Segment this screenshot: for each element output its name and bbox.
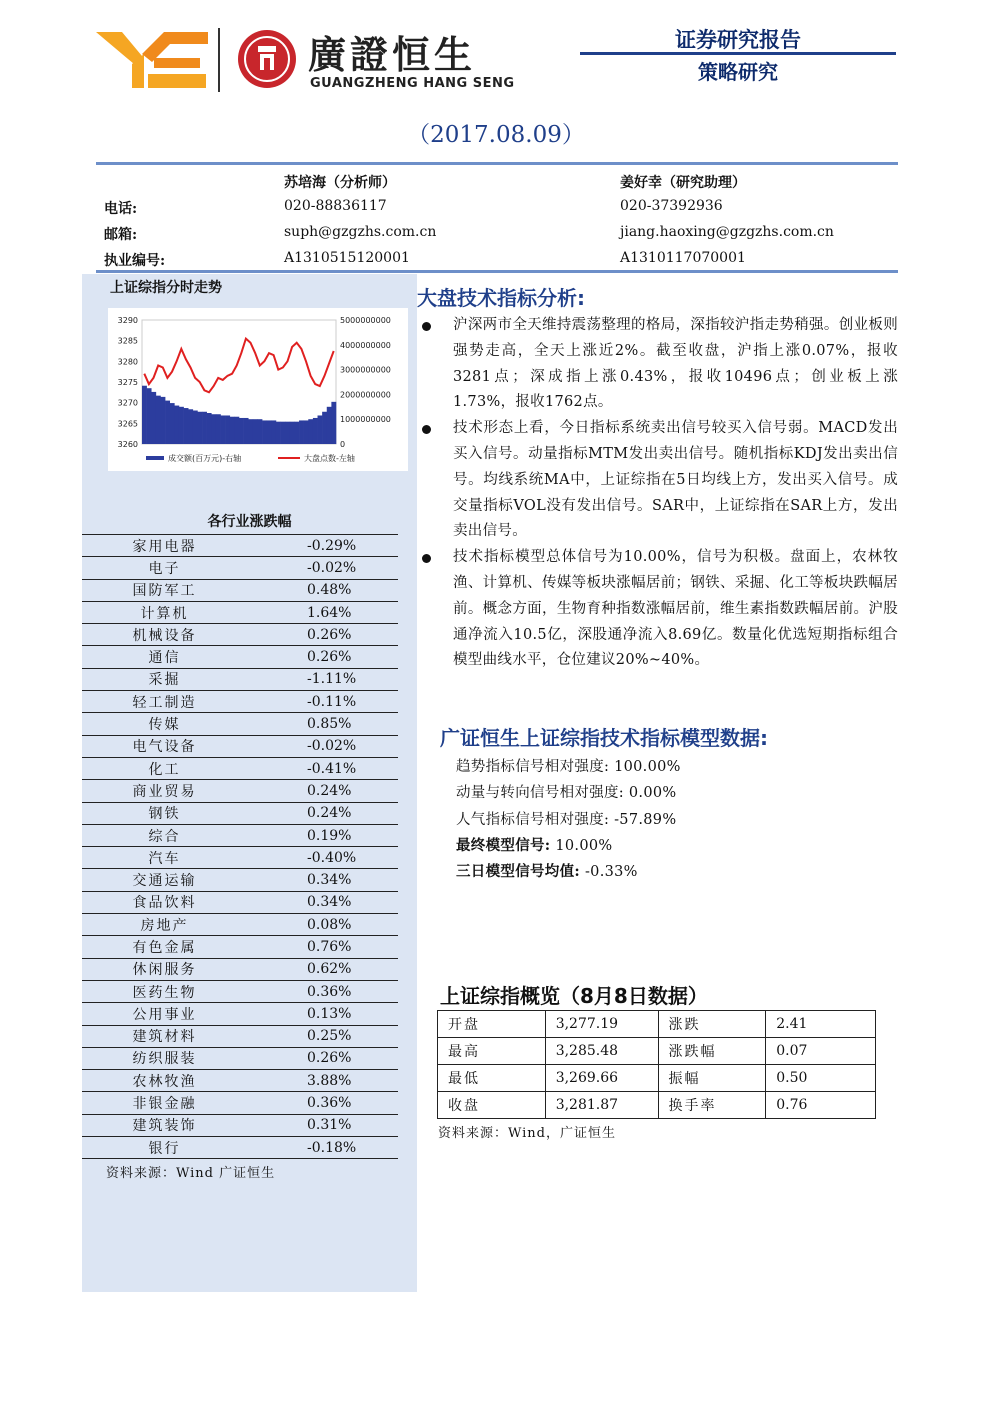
volume-bar — [313, 418, 318, 444]
industry-name: 非银金融 — [82, 1092, 247, 1114]
industry-change: 0.48% — [247, 579, 398, 601]
industry-change: -0.18% — [247, 1137, 398, 1159]
industry-row — [82, 668, 398, 690]
industry-name: 通信 — [82, 646, 247, 668]
legend-index-label: 大盘点数-左轴 — [304, 454, 355, 463]
bullet-dot-icon — [422, 425, 431, 434]
industry-row — [82, 1003, 398, 1025]
industry-change: 0.36% — [247, 1092, 398, 1114]
bullet-text: 技术形态上看，今日指标系统卖出信号较买入信号弱。MACD发出买入信号。动量指标MTM发出卖出信号。随机指标KDJ发出卖出信号。均线系统MA中，上证综指在5日均线上方，发出买入信号。成交量指标VOL没有发出信号。SAR中，上证综指在SAR上方，发出卖出信号。 — [453, 420, 898, 540]
overview-source: 资料来源：Wind，广证恒生 — [438, 1126, 616, 1141]
analyst-1-license: A1310515120001 — [284, 250, 410, 266]
industry-name: 食品饮料 — [82, 891, 247, 913]
left-axis-tick: 3285 — [117, 336, 138, 346]
overview-value: 3,285.48 — [545, 1038, 658, 1065]
ye-logo-mark — [96, 26, 208, 92]
rule-analysts — [96, 270, 898, 273]
industry-row — [82, 802, 398, 824]
volume-bar — [253, 419, 258, 444]
industry-name: 钢铁 — [82, 802, 247, 824]
industry-name: 公用事业 — [82, 1003, 247, 1025]
industry-change: -0.29% — [247, 535, 398, 557]
volume-bar — [184, 408, 189, 444]
industry-name: 机械设备 — [82, 624, 247, 646]
volume-bar — [147, 388, 152, 444]
volume-bar — [211, 414, 216, 444]
model-value: -0.33% — [584, 864, 638, 881]
left-axis-tick: 3275 — [117, 378, 138, 387]
intraday-chart — [108, 308, 408, 471]
volume-bar — [322, 412, 327, 444]
industry-name: 医药生物 — [82, 980, 247, 1002]
legend-volume-label: 成交额(百万元)-右轴 — [168, 454, 242, 463]
industry-name: 电气设备 — [82, 735, 247, 757]
legend-volume-swatch — [146, 456, 164, 460]
industry-name: 国防军工 — [82, 579, 247, 601]
model-row — [456, 859, 681, 885]
bullet-dot-icon — [422, 322, 431, 331]
bullet-text: 技术指标模型总体信号为10.00%，信号为积极。盘面上，农林牧渔、计算机、传媒等板块涨幅居前；钢铁、采掘、化工等板块跌幅居前。概念方面，生物育种指数涨幅居前，维生素指数跌幅居前。沪股通净流入10.5亿，深股通净流入8.69亿。数量化优选短期指标组合模型曲线水平，仓位建议20%~40%。 — [453, 549, 898, 669]
analyst-2-phone: 020-37392936 — [620, 198, 723, 214]
industry-change: 0.85% — [247, 713, 398, 735]
overview-row — [438, 1011, 876, 1038]
industry-change: 0.19% — [247, 824, 398, 846]
volume-bar — [267, 420, 272, 444]
right-axis-tick: 1000000000 — [340, 415, 391, 425]
index-line — [144, 339, 333, 393]
analyst-2-email[interactable]: jiang.haoxing@gzgzhs.com.cn — [620, 224, 834, 240]
industry-change: -0.02% — [247, 735, 398, 757]
industry-row — [82, 691, 398, 713]
industry-row — [82, 735, 398, 757]
volume-bar — [327, 407, 332, 444]
analysis-bullet — [422, 313, 898, 416]
industry-change: 0.25% — [247, 1025, 398, 1047]
industry-change: -0.40% — [247, 847, 398, 869]
industry-name: 房地产 — [82, 914, 247, 936]
industry-row — [82, 869, 398, 891]
industry-change: 0.62% — [247, 958, 398, 980]
industry-row — [82, 847, 398, 869]
volume-bar — [216, 414, 221, 444]
industry-name: 电子 — [82, 557, 247, 579]
volume-bar — [193, 411, 198, 444]
analyst-2-license: A1310117070001 — [620, 250, 746, 266]
volume-bar — [165, 401, 170, 444]
industry-change: -0.11% — [247, 691, 398, 713]
analysis-bullet — [422, 416, 898, 545]
industry-row — [82, 757, 398, 779]
industry-name: 轻工制造 — [82, 691, 247, 713]
industry-change: 0.36% — [247, 980, 398, 1002]
industry-name: 综合 — [82, 824, 247, 846]
volume-bar — [248, 419, 253, 444]
volume-bar — [156, 396, 161, 444]
industry-name: 家用电器 — [82, 535, 247, 557]
overview-label: 涨跌幅 — [658, 1038, 766, 1065]
industry-change: 0.08% — [247, 914, 398, 936]
industry-name: 化工 — [82, 757, 247, 779]
industry-row — [82, 780, 398, 802]
overview-value: 0.76 — [766, 1092, 876, 1119]
volume-bar — [304, 420, 309, 444]
logo-divider — [218, 28, 220, 92]
volume-bar — [262, 420, 267, 444]
industry-name: 纺织服装 — [82, 1047, 247, 1069]
volume-bar — [285, 422, 290, 444]
industry-row — [82, 891, 398, 913]
analyst-1-phone: 020-88836117 — [284, 198, 387, 214]
volume-bar — [188, 409, 193, 444]
model-label: 最终模型信号: — [456, 836, 551, 854]
industry-change: 3.88% — [247, 1070, 398, 1092]
volume-bar — [299, 420, 304, 444]
volume-bar — [221, 415, 226, 444]
industry-name: 采掘 — [82, 668, 247, 690]
volume-bar — [244, 418, 249, 444]
industry-row — [82, 914, 398, 936]
overview-title: 上证综指概览（8月8日数据） — [440, 984, 708, 1008]
analysis-title: 大盘技术指标分析: — [417, 286, 585, 310]
volume-bar — [331, 402, 336, 444]
right-axis-tick: 4000000000 — [340, 340, 391, 350]
model-label: 动量与转向信号相对强度: — [456, 785, 624, 802]
industry-row — [82, 646, 398, 668]
email-label: 邮箱: — [104, 227, 138, 243]
company-logo — [96, 22, 526, 98]
left-axis-tick: 3265 — [117, 419, 138, 429]
volume-bar — [318, 415, 323, 444]
industry-row — [82, 1070, 398, 1092]
overview-row — [438, 1092, 876, 1119]
volume-bar — [197, 412, 202, 444]
volume-bar — [234, 417, 239, 444]
overview-value: 0.07 — [766, 1038, 876, 1065]
volume-bar — [281, 422, 286, 444]
industry-name: 汽车 — [82, 847, 247, 869]
overview-value: 3,277.19 — [545, 1011, 658, 1038]
overview-label: 振幅 — [658, 1065, 766, 1092]
overview-label: 涨跌 — [658, 1011, 766, 1038]
industry-row — [82, 713, 398, 735]
industry-change: 0.24% — [247, 802, 398, 824]
bullet-text: 沪深两市全天维持震荡整理的格局，深指较沪指走势稍强。创业板则强势走高，全天上涨近2%。截至收盘，沪指上涨0.07%，报收3281点；深成指上涨0.43%，报收10496点；创业板上涨1.73%，报收1762点。 — [453, 317, 898, 411]
volume-bar — [290, 422, 295, 444]
overview-label: 最低 — [438, 1065, 546, 1092]
volume-bar — [142, 386, 147, 444]
volume-bar — [202, 412, 207, 444]
industry-change: -1.11% — [247, 668, 398, 690]
industry-row — [82, 824, 398, 846]
industry-title: 各行业涨跌幅 — [207, 514, 292, 530]
volume-bar — [207, 413, 212, 444]
overview-value: 3,281.87 — [545, 1092, 658, 1119]
overview-value: 3,269.66 — [545, 1065, 658, 1092]
industry-change: 0.26% — [247, 624, 398, 646]
industry-row — [82, 535, 398, 557]
overview-row — [438, 1065, 876, 1092]
volume-bar — [151, 392, 156, 444]
industry-change: 0.31% — [247, 1114, 398, 1136]
model-row — [456, 754, 681, 780]
industry-row — [82, 1047, 398, 1069]
right-axis-tick: 2000000000 — [340, 390, 391, 400]
model-label: 趋势指标信号相对强度: — [456, 759, 610, 775]
volume-bar — [230, 417, 235, 444]
overview-label: 开盘 — [438, 1011, 546, 1038]
industry-row — [82, 958, 398, 980]
volume-bar — [271, 420, 276, 444]
sidebar-source: 资料来源：Wind 广证恒生 — [106, 1166, 276, 1181]
overview-row — [438, 1038, 876, 1065]
industry-name: 休闲服务 — [82, 958, 247, 980]
industry-name: 商业贸易 — [82, 780, 247, 802]
header-rule — [580, 52, 896, 55]
industry-row — [82, 557, 398, 579]
chart-title: 上证综指分时走势 — [110, 280, 222, 296]
model-label: 三日模型信号均值: — [456, 863, 581, 881]
overview-label: 换手率 — [658, 1092, 766, 1119]
model-data — [456, 754, 681, 885]
report-type: 证券研究报告 — [675, 28, 801, 52]
left-axis-tick: 3260 — [117, 440, 138, 449]
industry-name: 有色金属 — [82, 936, 247, 958]
industry-name: 交通运输 — [82, 869, 247, 891]
report-date: （2017.08.09） — [407, 122, 585, 148]
industry-row — [82, 936, 398, 958]
volume-bar — [179, 407, 184, 444]
industry-change: -0.41% — [247, 757, 398, 779]
industry-change: 0.34% — [247, 869, 398, 891]
overview-value: 2.41 — [766, 1011, 876, 1038]
right-axis-tick: 5000000000 — [340, 316, 391, 325]
model-row — [456, 807, 681, 833]
volume-bar — [174, 406, 179, 444]
model-row — [456, 780, 681, 806]
overview-value: 0.50 — [766, 1065, 876, 1092]
bullet-dot-icon — [422, 554, 431, 563]
industry-name: 建筑材料 — [82, 1025, 247, 1047]
right-axis-tick: 3000000000 — [340, 365, 391, 375]
industry-change: 0.26% — [247, 1047, 398, 1069]
overview-table — [437, 1010, 876, 1119]
industry-name: 农林牧渔 — [82, 1070, 247, 1092]
right-axis-tick: 0 — [340, 440, 346, 449]
industry-row — [82, 624, 398, 646]
model-title: 广证恒生上证综指技术指标模型数据: — [440, 726, 768, 750]
industry-row — [82, 1025, 398, 1047]
volume-bar — [239, 418, 244, 444]
logo-text-en: GUANGZHENG HANG SENG — [310, 76, 515, 91]
industry-change: 0.76% — [247, 936, 398, 958]
industry-change: -0.02% — [247, 557, 398, 579]
report-category: 策略研究 — [698, 60, 778, 84]
industry-change: 1.64% — [247, 601, 398, 623]
model-value: 100.00% — [614, 759, 681, 775]
model-value: 10.00% — [555, 837, 613, 854]
analyst-1-email[interactable]: suph@gzgzhs.com.cn — [284, 224, 437, 240]
model-value: -57.89% — [614, 811, 677, 828]
volume-bar — [160, 397, 165, 444]
industry-row — [82, 1092, 398, 1114]
industry-change: 0.24% — [247, 780, 398, 802]
overview-label: 收盘 — [438, 1092, 546, 1119]
industry-row — [82, 601, 398, 623]
industry-row — [82, 980, 398, 1002]
rule-top — [96, 162, 898, 165]
industry-change: 0.34% — [247, 891, 398, 913]
analysis-bullet — [422, 545, 898, 674]
industry-name: 银行 — [82, 1137, 247, 1159]
model-row — [456, 833, 681, 859]
left-axis-tick: 3270 — [117, 398, 138, 408]
intraday-chart-svg — [108, 308, 408, 471]
analyst-1-name: 苏培海（分析师） — [284, 175, 396, 191]
industry-change: 0.26% — [247, 646, 398, 668]
volume-bar — [225, 415, 230, 444]
volume-bar — [294, 422, 299, 444]
volume-bar — [257, 419, 262, 444]
left-axis-tick: 3280 — [117, 357, 138, 367]
overview-label: 最高 — [438, 1038, 546, 1065]
analyst-2-name: 姜好幸（研究助理） — [620, 175, 746, 191]
industry-row — [82, 579, 398, 601]
seal-logo — [238, 30, 296, 88]
logo-text-cn: 廣證恒生 — [308, 33, 477, 77]
volume-bar — [276, 422, 281, 444]
volume-bar — [170, 403, 175, 444]
license-label: 执业编号: — [104, 253, 166, 269]
analysis-bullets — [422, 313, 898, 674]
industry-row — [82, 1114, 398, 1136]
industry-row — [82, 1137, 398, 1159]
volume-bar — [308, 419, 313, 444]
left-axis-tick: 3290 — [117, 316, 138, 325]
industry-change: 0.13% — [247, 1003, 398, 1025]
industry-name: 计算机 — [82, 601, 247, 623]
industry-name: 建筑装饰 — [82, 1114, 247, 1136]
industry-name: 传媒 — [82, 713, 247, 735]
model-label: 人气指标信号相对强度: — [456, 811, 610, 828]
industry-table — [82, 534, 398, 1159]
model-value: 0.00% — [628, 785, 677, 802]
phone-label: 电话: — [104, 201, 138, 217]
